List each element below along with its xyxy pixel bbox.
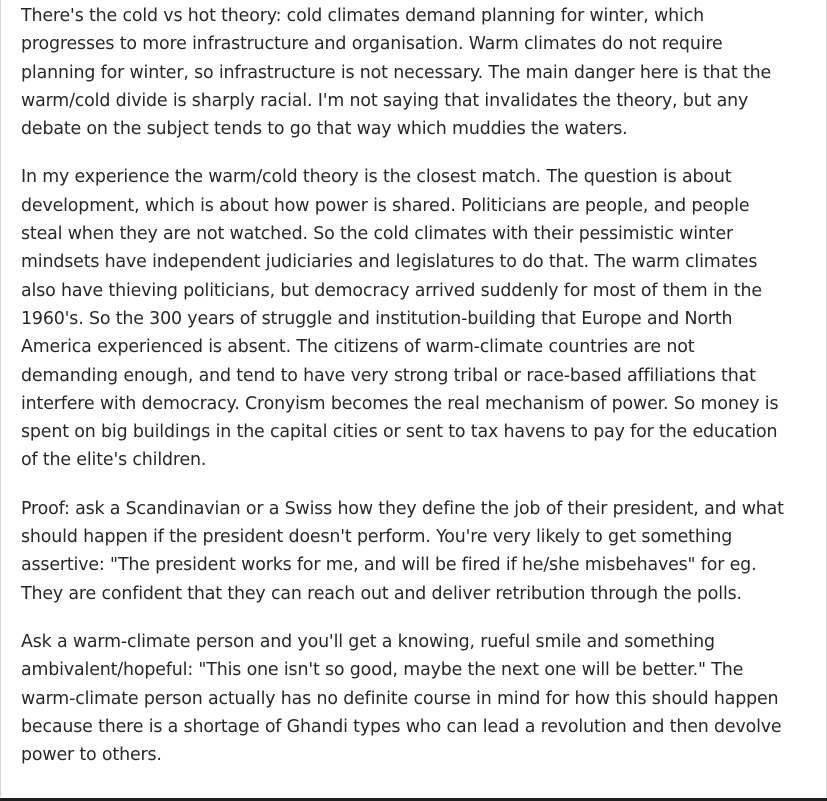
paragraph-experience: In my experience the warm/cold theory is the closest match. The question is about development, which is about how power is shared. Politicians are people, and people steal when they are not watched. So the cold climates with their pessimistic winter mindsets have independent judiciaries and legislatures to do that. The warm climates also have thieving politicians, but democracy arrived suddenly for most of them in the 1960's. So the 300 years of struggle and institution-building that Europe and North America experienced is absent. The citizens of warm-climate countries are not demanding enough, and tend to have very strong tribal or race-based affiliations that interfere with democracy. Cronyism becomes the real mechanism of power. So money is spent on big buildings in the capital cities or sent to tax havens to pay for the education of the elite's children. — [21, 167, 779, 471]
paragraph-warm-climate-person: Ask a warm-climate person and you'll get a knowing, rueful smile and something ambivalent/hopeful: "This one isn't so good, maybe the next one will be better." The warm-climate person actually has no definite course in mind for how this should happen because there is a shortage of Ghandi types who can lead a revolution and then devolve power to others. — [21, 631, 782, 766]
paragraph-cold-vs-hot-theory: There's the cold vs hot theory: cold climates demand planning for winter, which progresses to more infrastructure and organisation. Warm climates do not require planning for winter, so infrastructure is not necessary. The main danger here is that the warm/cold divide is sharply racial. I'm not saying that invalidates the theory, but any debate on the subject tends to go that way which muddies the waters. — [21, 6, 772, 140]
paragraph-proof: Proof: ask a Scandinavian or a Swiss how they define the job of their president, and what should happen if the president doesn't perform. You're very likely to get something assertive: "The president works for me, and will be fired if he/she misbehaves" for eg. They are confident that they can reach out and deliver retribution through the polls. — [21, 498, 784, 604]
